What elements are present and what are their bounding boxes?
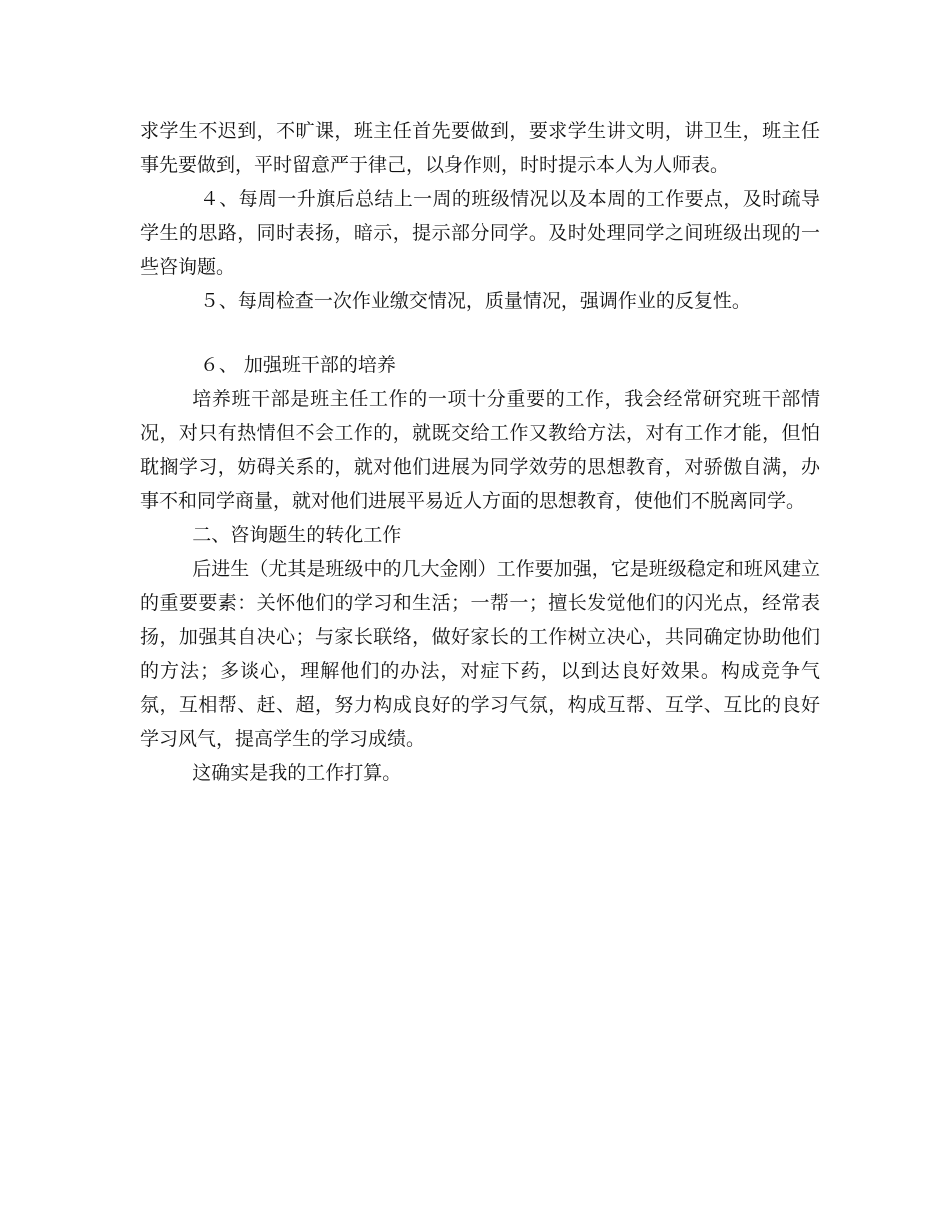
document-body bbox=[140, 114, 820, 790]
paragraph-continuation: 求学生不迟到，不旷课，班主任首先要做到，要求学生讲文明，讲卫生，班主任事先要做到，平时留意严于律己，以身作则，时时提示本人为人师表。 bbox=[140, 120, 820, 176]
section-heading-two: 二、咨询题生的转化工作 bbox=[192, 524, 402, 546]
paragraph-item-5: ５、每周检查一次作业缴交情况，质量情况，强调作业的反复性。 bbox=[199, 290, 751, 312]
paragraph-item-4: ４、每周一升旗后总结上一周的班级情况以及本周的工作要点，及时疏导学生的思路，同时表扬，暗示，提示部分同学。及时处理同学之间班级出现的一些咨询题。 bbox=[140, 188, 820, 278]
paragraph-class-cadre: 培养班干部是班主任工作的一项十分重要的工作，我会经常研究班干部情况，对只有热情但不会工作的，就既交给工作又教给方法，对有工作才能，但怕耽搁学习，妨碍关系的，就对他们进展为同学效劳的思想教育，对骄傲自满，办事不和同学商量，就对他们进展平易近人方面的思想教育，使他们不脱离同学。 bbox=[140, 388, 820, 512]
paragraph-closing: 这确实是我的工作打算。 bbox=[192, 762, 402, 784]
heading-item-6: ６、 加强班干部的培养 bbox=[199, 354, 396, 376]
paragraph-underachievers: 后进生（尤其是班级中的几大金刚）工作要加强，它是班级稳定和班风建立的重要要素：关怀他们的学习和生活；一帮一；擅长发觉他们的闪光点，经常表扬，加强其自决心；与家长联络，做好家长的工作树立决心，共同确定协助他们的方法；多谈心，理解他们的办法，对症下药，以到达良好效果。构成竞争气氛，互相帮、赶、超，努力构成良好的学习气氛，构成互帮、互学、互比的良好学习风气，提高学生的学习成绩。 bbox=[140, 558, 820, 750]
